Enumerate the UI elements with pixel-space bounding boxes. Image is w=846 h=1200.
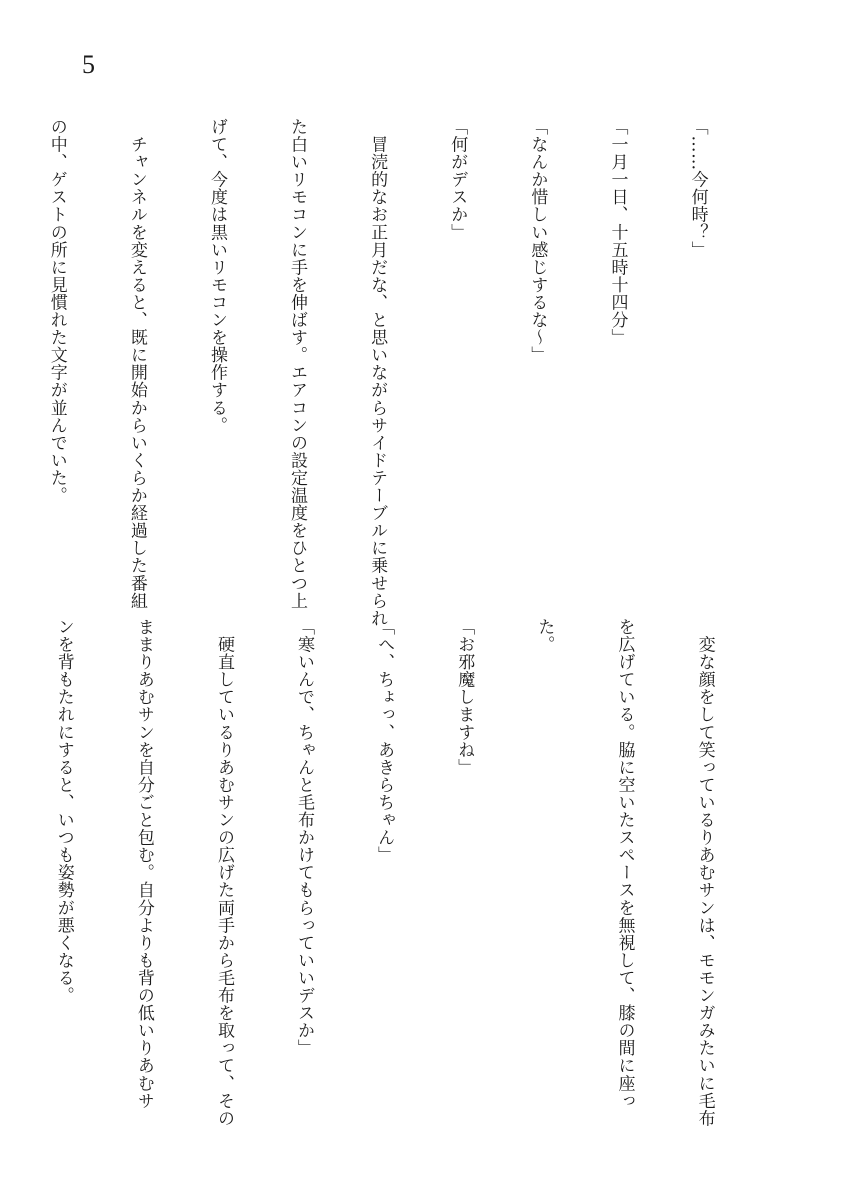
text-line: 「寒いんで、ちゃんと毛布かけてもらっていいデスか」 <box>294 618 315 1057</box>
text-line: 「何がデスか」 <box>447 118 468 241</box>
text-line: チャンネルを変えると、既に開始からいくらか経過した番組 <box>126 118 147 610</box>
text-line: 冒涜的なお正月だな、と思いながらサイドテーブルに乗せられ <box>367 118 388 627</box>
text-line: を広げている。脇に空いたスペースを無視して、膝の間に座っ <box>614 618 635 1110</box>
text-line: げて、今度は黒いリモコンを操作する。 <box>206 118 227 434</box>
text-line: 硬直しているりあむサンの広げた両手から毛布を取って、その <box>213 618 234 1127</box>
text-block-bottom <box>53 618 771 1127</box>
text-line: ンを背もたれにすると、いつも姿勢が悪くなる。 <box>53 618 74 1005</box>
text-line: 変な顔をして笑っているりあむサンは、モモンガみたいに毛布 <box>694 618 715 1127</box>
text-line: た白いリモコンに手を伸ばす。エアコンの設定温度をひとつ上 <box>287 118 308 610</box>
text-line: ままりあむサンを自分ごと包む。自分よりも背の低いりあむサ <box>133 618 154 1110</box>
text-line: の中、ゲストの所に見慣れた文字が並んでいた。 <box>46 118 67 505</box>
text-line: 「一月一日、十五時十四分」 <box>607 118 628 347</box>
page-number: 5 <box>82 50 95 79</box>
text-line: た。 <box>534 618 555 654</box>
text-line: 「お邪魔しますね」 <box>454 618 475 776</box>
text-line: 「へ、ちょっ、あきらちゃん」 <box>374 618 395 864</box>
text-block-top <box>46 118 764 628</box>
text-line: 「なんか惜しい感じするな〜」 <box>527 118 548 364</box>
text-line: 「……今何時？」 <box>687 118 708 259</box>
